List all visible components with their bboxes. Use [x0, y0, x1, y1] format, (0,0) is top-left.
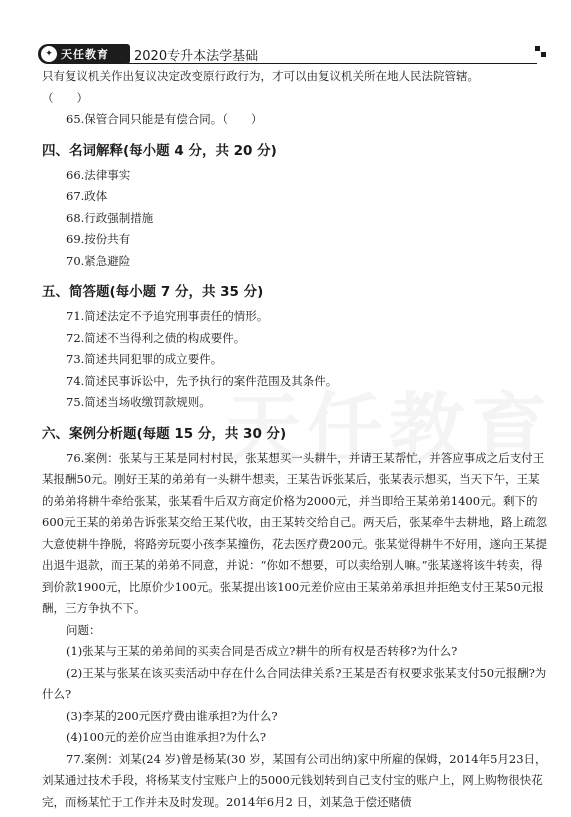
questions-label: 问题： — [66, 622, 101, 637]
case-76-text: 76.案例：张某与王某是同村村民，张某想买一头耕牛，并请王某帮忙，并答应事成之后支付王某报酬50元。刚好王某的弟弟有一头耕牛想卖，王某告诉张某后，张某表示想买，当天下午，王某的弟弟将耕牛牵给张某，张某看牛后双方商定价格为2000元，并当即给王某弟弟1400元。剩下的600元王某的弟弟告诉张某交给王某代收，由王某转交给自己。两天后，张某牵牛去耕地，路上疏忽大意使耕牛挣脱，将路旁玩耍小孩李某撞伤，花去医疗费200元。张某觉得耕牛不好用，遂向王某提出退牛退款，而王某的弟弟不同意，并说：“你如不想要，可以卖给别人嘛。”张某遂将该牛转卖，得到价款1900元，比原价少100元。张某提出该100元差价应由王某弟弟承担并拒绝支付王某50元报酬，三方争执不下。 — [42, 450, 547, 615]
question-66: 66.法律事实 — [66, 167, 131, 182]
document-body — [42, 66, 551, 813]
case-77-text: 77.案例：刘某(24 岁)曾是杨某(30 岁，某国有公司出纳)家中所雇的保姆，2014年5月23日，刘某通过技术手段，将杨某支付宝账户上的5000元钱划转到自己支付宝的账户上，网上购物很快花完，而杨某忙于工作并未及时发现。2014年6月2 日，刘某急于偿还赌债 — [42, 751, 547, 809]
answer-blank: （ ） — [42, 90, 88, 105]
question-75: 75.简述当场收缴罚款规则。 — [66, 395, 211, 409]
case-76-question-4: (4)100元的差价应当由谁承担?为什么? — [66, 730, 267, 744]
question-72: 72.简述不当得利之债的构成要件。 — [66, 330, 246, 345]
section-6-title: 六、案例分析题(每题 15 分，共 30 分) — [42, 425, 287, 442]
case-76-question-2: (2)王某与张某在该买卖活动中存在什么合同法律关系?王某是否有权要求张某支付50元报酬?为什么? — [42, 665, 547, 701]
question-65: 65.保管合同只能是有偿合同。（ ） — [66, 112, 263, 126]
question-70: 70.紧急避险 — [66, 253, 131, 268]
question-73: 73.简述共同犯罪的成立要件。 — [66, 352, 223, 366]
header-rule — [128, 63, 537, 64]
page-header — [38, 44, 547, 66]
continuation-line: 只有复议机关作出复议决定改变原行政行为，才可以由复议机关所在地人民法院管辖。 — [42, 69, 479, 83]
question-67: 67.政体 — [66, 189, 108, 203]
logo-seal-icon: ✦ — [41, 46, 57, 62]
corner-squares-icon — [535, 46, 547, 58]
brand-logo — [38, 44, 130, 64]
case-76-question-3: (3)李某的200元医疗费由谁承担?为什么? — [66, 708, 278, 723]
question-69: 69.按份共有 — [66, 232, 131, 246]
question-74: 74.简述民事诉讼中，先予执行的案件范围及其条件。 — [66, 373, 338, 388]
question-68: 68.行政强制措施 — [66, 210, 154, 225]
question-71: 71.简述法定不予追究刑事责任的情形。 — [66, 309, 269, 323]
header-title: 2020专升本法学基础 — [134, 49, 259, 64]
section-5-title: 五、简答题(每小题 7 分，共 35 分) — [42, 284, 264, 300]
logo-text: 天任教育 — [61, 48, 109, 61]
section-4-title: 四、名词解释(每小题 4 分，共 20 分) — [42, 142, 277, 159]
case-76-question-1: (1)张某与王某的弟弟间的买卖合同是否成立?耕牛的所有权是否转移?为什么? — [66, 644, 458, 658]
